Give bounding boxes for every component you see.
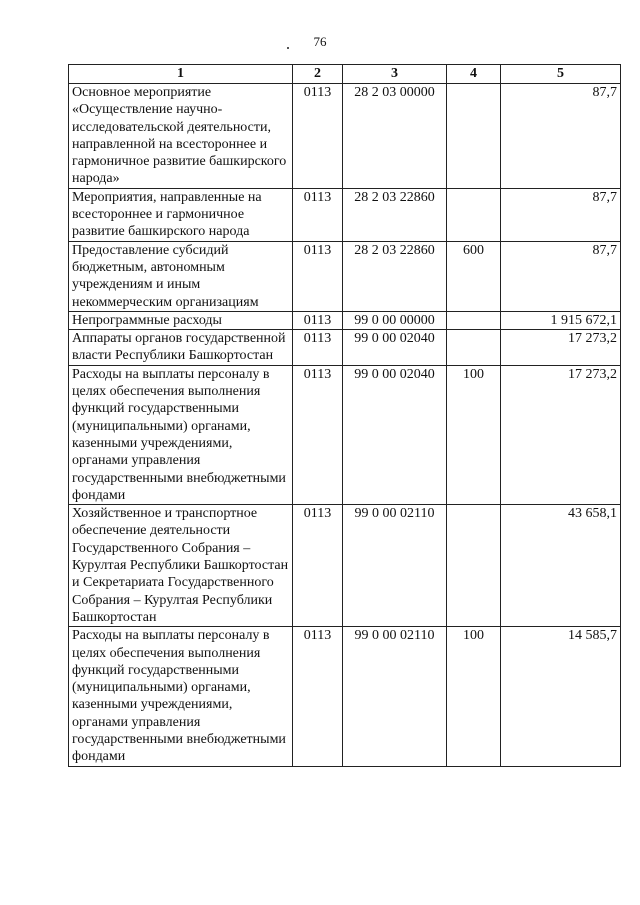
article-code: 99 0 00 02110 xyxy=(343,505,447,627)
amount: 43 658,1 xyxy=(501,505,621,627)
expense-type-code: 100 xyxy=(447,627,501,766)
table-row xyxy=(69,627,621,766)
expense-name: Расходы на выплаты персоналу в целях обеспечения выполнения функций государственными (муниципальными) органами, казенными учреждениями, органами управления государственными внебюджетными фондами xyxy=(69,365,293,504)
table-row xyxy=(69,84,621,189)
expense-name: Мероприятия, направленные на всестороннее и гармоничное развитие башкирского народа xyxy=(69,188,293,241)
expense-type-code xyxy=(447,505,501,627)
article-code: 28 2 03 22860 xyxy=(343,188,447,241)
header-col-2: 2 xyxy=(293,65,343,84)
expense-name: Хозяйственное и транспортное обеспечение деятельности Государственного Собрания – Курултая Республики Башкортостан и Секретариата Государственного Собрания – Курултая Республики Башкортостан xyxy=(69,505,293,627)
expense-type-code xyxy=(447,330,501,366)
article-code: 99 0 00 02110 xyxy=(343,627,447,766)
section-code: 0113 xyxy=(293,241,343,311)
amount: 17 273,2 xyxy=(501,365,621,504)
table-row xyxy=(69,188,621,241)
section-code: 0113 xyxy=(293,330,343,366)
article-code: 28 2 03 00000 xyxy=(343,84,447,189)
article-code: 99 0 00 02040 xyxy=(343,365,447,504)
budget-table xyxy=(68,64,621,767)
amount: 14 585,7 xyxy=(501,627,621,766)
header-col-1: 1 xyxy=(69,65,293,84)
article-code: 99 0 00 00000 xyxy=(343,311,447,329)
expense-name: Предоставление субсидий бюджетным, автономным учреждениям и иным некоммерческим организациям xyxy=(69,241,293,311)
expense-type-code xyxy=(447,188,501,241)
table-row xyxy=(69,330,621,366)
expense-name: Основное мероприятие «Осуществление научно-исследовательской деятельности, направленной на всестороннее и гармоничное развитие башкирского народа» xyxy=(69,84,293,189)
article-code: 99 0 00 02040 xyxy=(343,330,447,366)
expense-name: Расходы на выплаты персоналу в целях обеспечения выполнения функций государственными (муниципальными) органами, казенными учреждениями, органами управления государственными внебюджетными фондами xyxy=(69,627,293,766)
table-row xyxy=(69,311,621,329)
section-code: 0113 xyxy=(293,627,343,766)
table-row xyxy=(69,505,621,627)
header-col-4: 4 xyxy=(447,65,501,84)
amount: 87,7 xyxy=(501,241,621,311)
section-code: 0113 xyxy=(293,505,343,627)
amount: 87,7 xyxy=(501,84,621,189)
amount: 87,7 xyxy=(501,188,621,241)
section-code: 0113 xyxy=(293,188,343,241)
expense-type-code: 100 xyxy=(447,365,501,504)
page-number: 76 xyxy=(313,34,327,49)
section-code: 0113 xyxy=(293,365,343,504)
section-code: 0113 xyxy=(293,311,343,329)
table-row xyxy=(69,241,621,311)
amount: 1 915 672,1 xyxy=(501,311,621,329)
expense-type-code xyxy=(447,84,501,189)
header-col-3: 3 xyxy=(343,65,447,84)
expense-name: Непрограммные расходы xyxy=(69,311,293,329)
table-row xyxy=(69,365,621,504)
article-code: 28 2 03 22860 xyxy=(343,241,447,311)
expense-type-code: 600 xyxy=(447,241,501,311)
expense-name: Аппараты органов государственной власти Республики Башкортостан xyxy=(69,330,293,366)
expense-type-code xyxy=(447,311,501,329)
section-code: 0113 xyxy=(293,84,343,189)
amount: 17 273,2 xyxy=(501,330,621,366)
header-col-5: 5 xyxy=(501,65,621,84)
header-row xyxy=(69,65,621,84)
scan-speck xyxy=(287,47,289,49)
